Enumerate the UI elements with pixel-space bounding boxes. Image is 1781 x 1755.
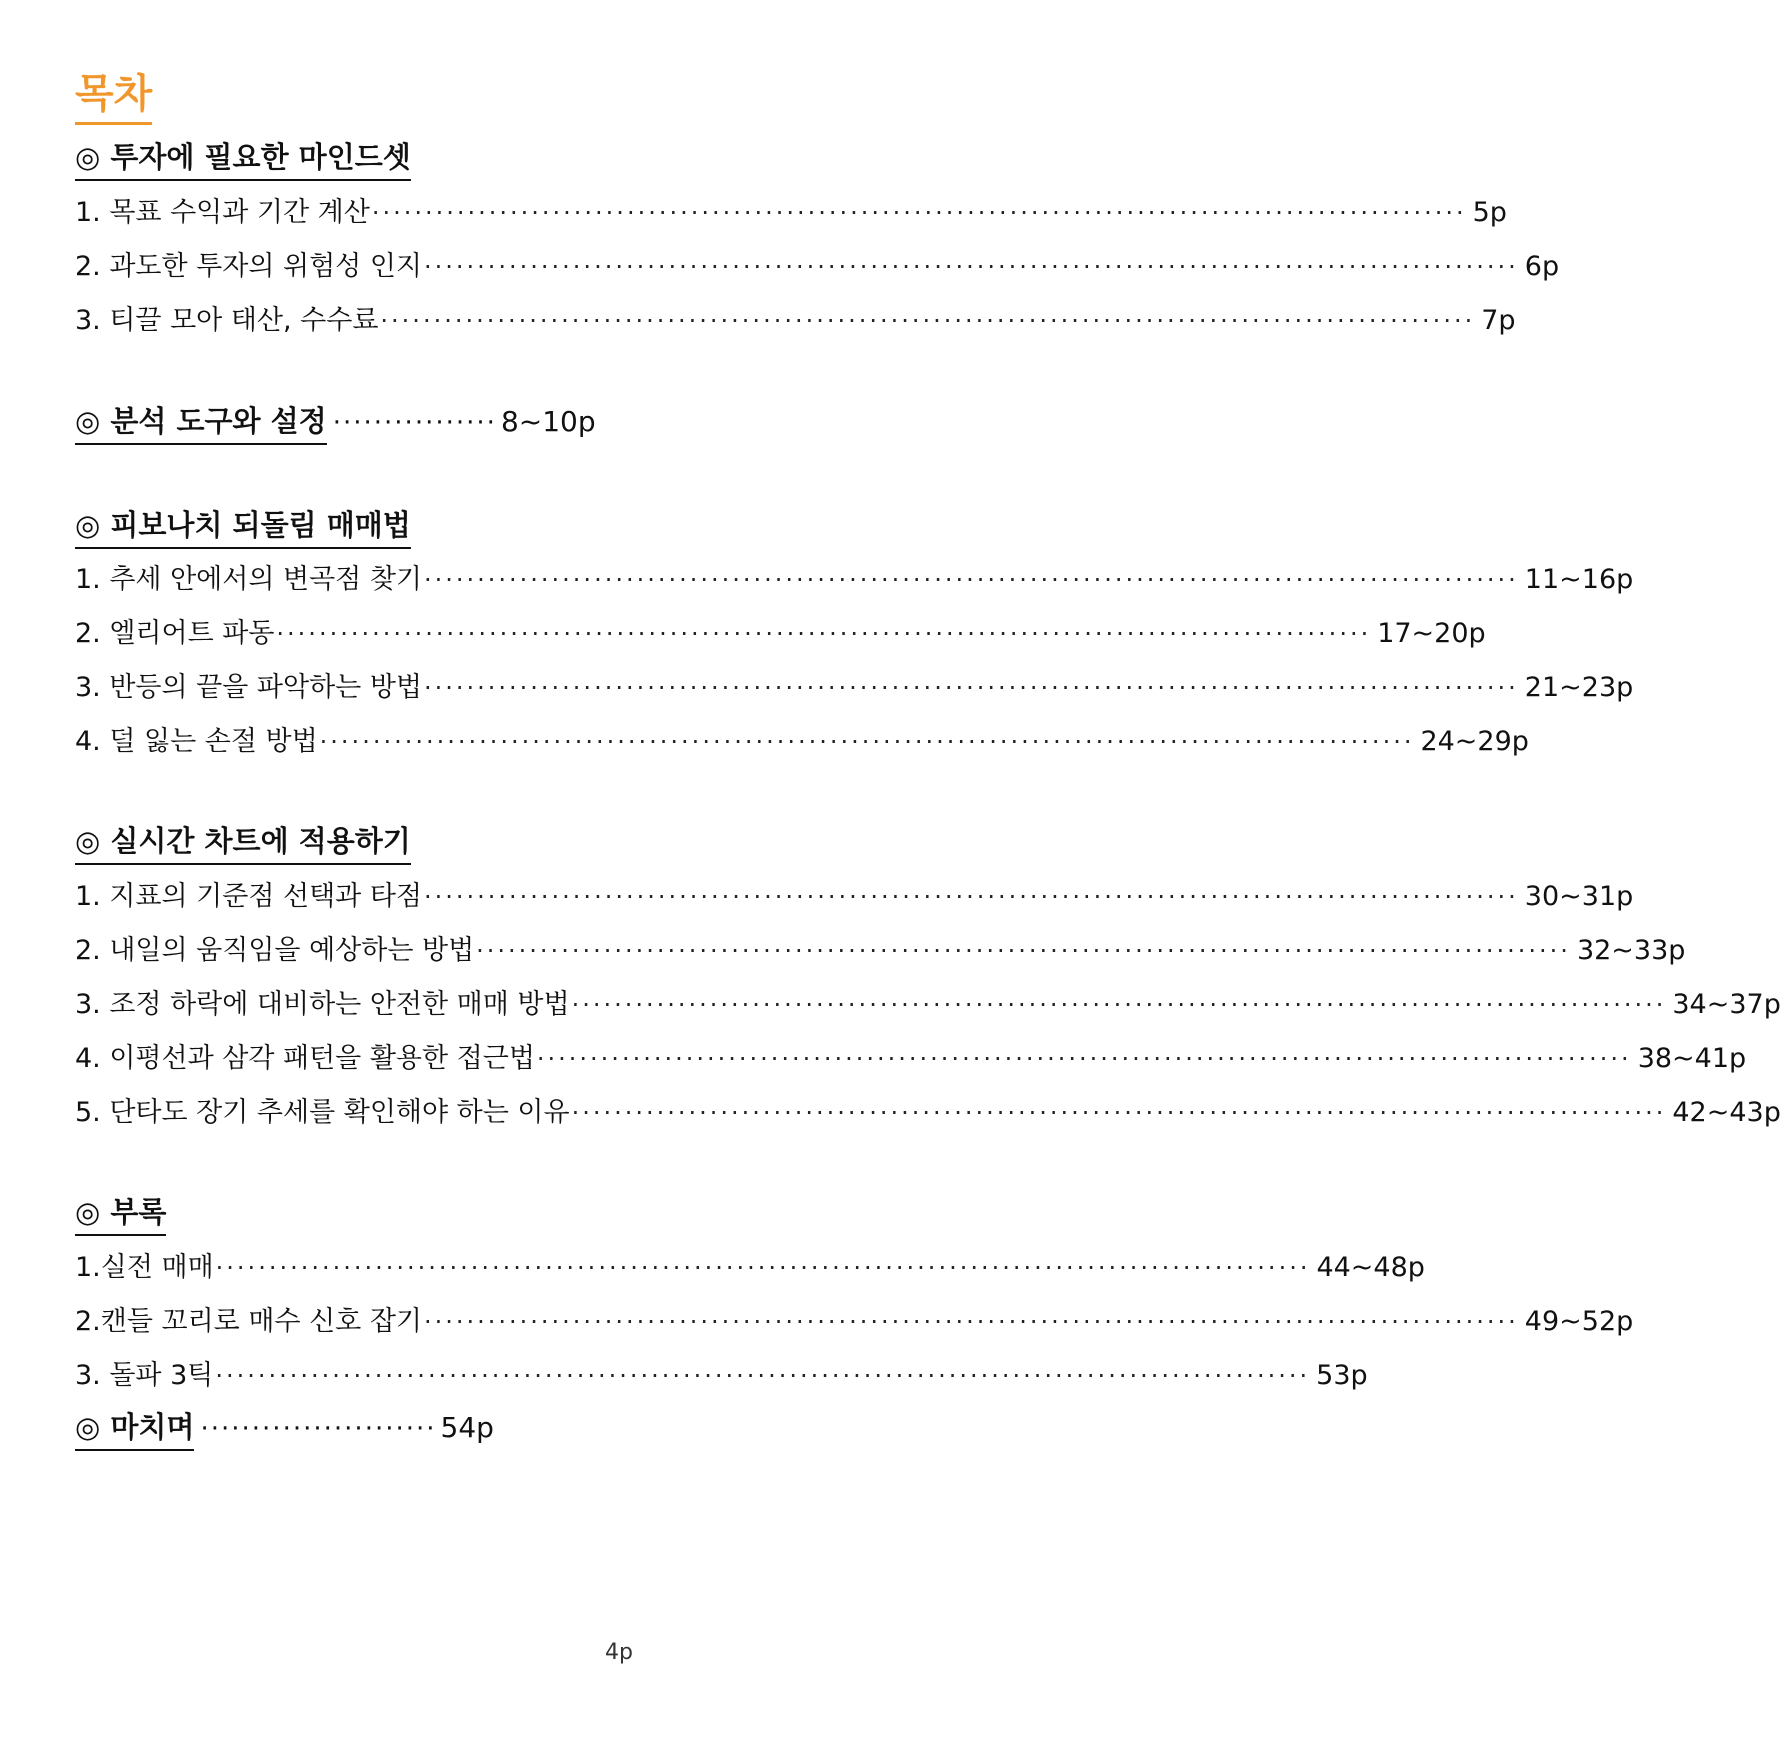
- toc-item-text: 4. 덜 잃는 손절 방법: [75, 726, 318, 757]
- leader-dots: ·······································································································: [424, 566, 1519, 594]
- section-heading-appendix[interactable]: [75, 1195, 166, 1236]
- toc-item[interactable]: [75, 251, 1560, 283]
- toc-item[interactable]: [75, 618, 1486, 650]
- leader-dots: ·······································································································: [571, 991, 1667, 1019]
- section-heading-text: ◎ 마치며: [75, 1410, 194, 1451]
- toc-item[interactable]: [75, 1043, 1747, 1075]
- toc-item[interactable]: [75, 672, 1634, 704]
- toc-item-text: 1. 추세 안에서의 변곡점 찾기: [75, 564, 422, 595]
- toc-item[interactable]: [75, 881, 1634, 913]
- toc-item-page: 53p: [1316, 1360, 1368, 1391]
- leader-dots: ·······································································································: [215, 1362, 1311, 1390]
- toc-item-text: 2. 엘리어트 파동: [75, 618, 275, 649]
- toc-item-page: 34~37p: [1672, 989, 1781, 1020]
- toc-item[interactable]: [75, 989, 1781, 1021]
- toc-item[interactable]: [75, 564, 1634, 596]
- toc-item[interactable]: [75, 935, 1686, 967]
- leader-dots: ·······································································································: [319, 728, 1415, 756]
- section-heading-text: ◎ 실시간 차트에 적용하기: [75, 824, 411, 865]
- toc-item[interactable]: [75, 1097, 1781, 1129]
- toc-item-text: 3. 조정 하락에 대비하는 안전한 매매 방법: [75, 989, 570, 1020]
- toc-item-page: 49~52p: [1524, 1306, 1634, 1337]
- leader-dots: ················: [332, 408, 497, 438]
- toc-item[interactable]: [75, 726, 1529, 758]
- leader-dots: ·······································································································: [571, 1099, 1667, 1127]
- toc-item-text: 3. 반등의 끝을 파악하는 방법: [75, 672, 422, 703]
- leader-dots: ·······································································································: [380, 307, 1476, 335]
- toc-item-page: 24~29p: [1420, 726, 1529, 757]
- section-heading-tools[interactable]: [75, 404, 596, 445]
- toc-item-page: 30~31p: [1524, 881, 1634, 912]
- toc-item[interactable]: [75, 197, 1507, 229]
- leader-dots: ·······································································································: [424, 883, 1519, 911]
- toc-item-page: 7p: [1481, 305, 1516, 336]
- toc-item-page: 38~41p: [1637, 1043, 1747, 1074]
- toc-item-page: 6p: [1524, 251, 1560, 282]
- section-heading-mindset[interactable]: [75, 140, 411, 181]
- section-heading-realtime[interactable]: [75, 824, 411, 865]
- toc-item[interactable]: [75, 1252, 1425, 1284]
- leader-dots: ·······································································································: [424, 253, 1519, 281]
- toc-item-text: 1. 지표의 기준점 선택과 타점: [75, 881, 422, 912]
- leader-dots: ·······································································································: [424, 1308, 1519, 1336]
- section-heading-page: 54p: [440, 1411, 494, 1444]
- toc-item-text: 1. 목표 수익과 기간 계산: [75, 197, 370, 228]
- toc-item[interactable]: [75, 1306, 1634, 1338]
- leader-dots: ·······································································································: [476, 937, 1571, 965]
- leader-dots: ·······································································································: [276, 620, 1372, 648]
- toc-item-text: 1.실전 매매: [75, 1252, 214, 1283]
- toc-item-text: 2.캔들 꼬리로 매수 신호 잡기: [75, 1306, 422, 1337]
- section-heading-text: ◎ 투자에 필요한 마인드셋: [75, 140, 411, 181]
- toc-item-page: 21~23p: [1524, 672, 1634, 703]
- page-number: 4p: [605, 1640, 633, 1665]
- toc-item-page: 5p: [1472, 197, 1507, 228]
- toc-item[interactable]: [75, 1360, 1368, 1392]
- leader-dots: ·······································································································: [371, 199, 1467, 227]
- section-heading-page: 8~10p: [500, 405, 596, 438]
- toc-item-page: 17~20p: [1377, 618, 1486, 649]
- toc-title: 목차: [75, 70, 152, 125]
- leader-dots: ·······································································································: [215, 1254, 1311, 1282]
- toc-item-text: 5. 단타도 장기 추세를 확인해야 하는 이유: [75, 1097, 570, 1128]
- toc-item-text: 2. 과도한 투자의 위험성 인지: [75, 251, 422, 282]
- leader-dots: ·······································································································: [536, 1045, 1632, 1073]
- toc-item-page: 42~43p: [1672, 1097, 1781, 1128]
- leader-dots: ·······················: [200, 1414, 437, 1444]
- toc-page: [75, 0, 1781, 1755]
- toc-item-page: 32~33p: [1576, 935, 1686, 966]
- leader-dots: ·······································································································: [424, 674, 1519, 702]
- section-heading-text: ◎ 부록: [75, 1195, 166, 1236]
- section-heading-closing[interactable]: [75, 1410, 494, 1451]
- toc-item-page: 44~48p: [1316, 1252, 1425, 1283]
- toc-item[interactable]: [75, 305, 1516, 337]
- toc-item-text: 2. 내일의 움직임을 예상하는 방법: [75, 935, 475, 966]
- toc-item-text: 4. 이평선과 삼각 패턴을 활용한 접근법: [75, 1043, 535, 1074]
- section-heading-fibonacci[interactable]: [75, 508, 411, 549]
- toc-item-page: 11~16p: [1524, 564, 1634, 595]
- toc-item-text: 3. 티끌 모아 태산, 수수료: [75, 305, 379, 336]
- section-heading-text: ◎ 피보나치 되돌림 매매법: [75, 508, 411, 549]
- section-heading-text: ◎ 분석 도구와 설정: [75, 404, 327, 445]
- toc-item-text: 3. 돌파 3틱: [75, 1360, 214, 1391]
